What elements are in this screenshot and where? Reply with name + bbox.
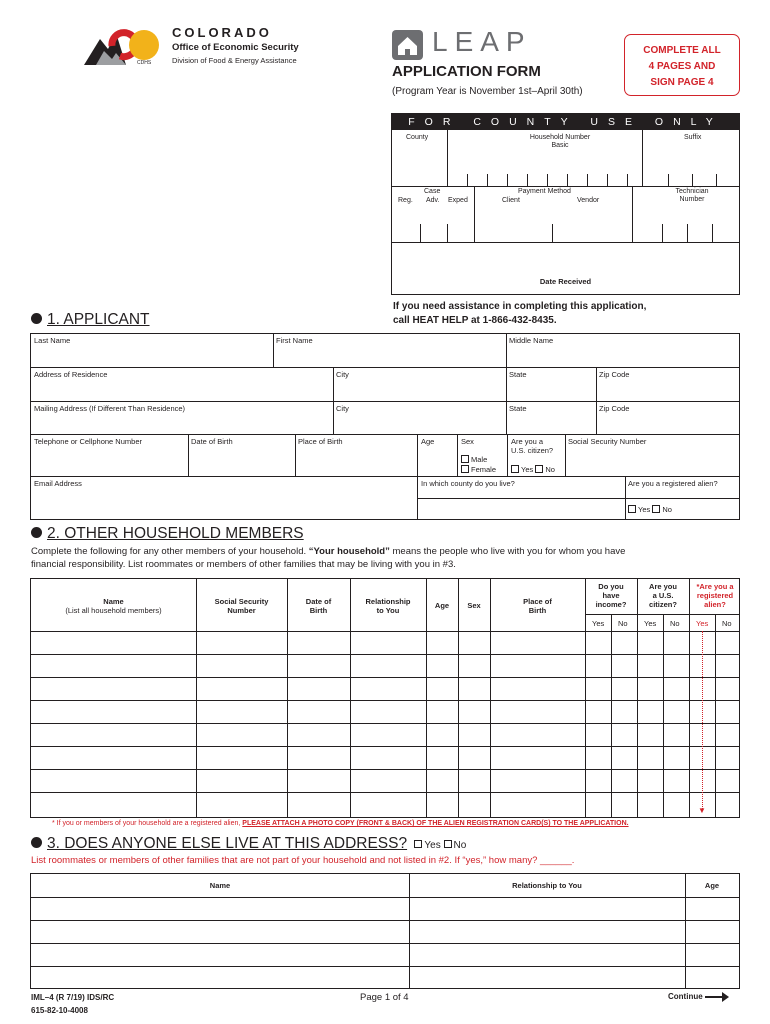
county-use-box (391, 113, 740, 295)
down-arrow-icon: ▼ (698, 806, 706, 815)
program-name: LEAP (432, 26, 532, 57)
first-name-label: First Name (276, 336, 313, 345)
citizen-no-checkbox[interactable] (535, 465, 543, 473)
suffix-label: Suffix (684, 134, 702, 141)
program-year: (Program Year is November 1st–April 30th) (392, 86, 583, 97)
section-1-heading: 1. APPLICANT (31, 312, 150, 328)
mailing-zip-label: Zip Code (599, 404, 630, 413)
org-block (172, 26, 299, 64)
others-col-relationship: Relationship to You (512, 881, 582, 890)
sex-female-option[interactable]: Female (461, 465, 496, 474)
date-received-label: Date Received (539, 277, 592, 286)
form-title: APPLICATION FORM (392, 63, 541, 80)
col-pob: Place of Birth (523, 597, 552, 615)
col-relationship: Relationship to You (365, 597, 411, 615)
others-yes-checkbox[interactable] (414, 840, 422, 848)
others-table (30, 873, 740, 989)
county-use-title: FOR COUNTY USE ONLY (392, 114, 739, 130)
reg-label: Reg. (398, 197, 413, 204)
col-income: Do you have income? (595, 582, 627, 609)
female-checkbox[interactable] (461, 465, 469, 473)
col-alien: *Are you a registered alien? (696, 582, 734, 609)
org-office: Office of Economic Security (172, 42, 299, 53)
alien-no-checkbox[interactable] (652, 505, 660, 513)
citizen-question: Are you a U.S. citizen? (511, 437, 554, 455)
alien-options[interactable]: Yes No (628, 505, 672, 514)
sex-male-option[interactable]: Male (461, 455, 487, 464)
citizen-options[interactable]: Yes No (511, 465, 555, 474)
org-division: Division of Food & Energy Assistance (172, 55, 297, 65)
payment-method-label: Payment Method (518, 188, 571, 195)
mailing-state-label: State (509, 404, 527, 413)
section-3-heading: 3. DOES ANYONE ELSE LIVE AT THIS ADDRESS? Yes No (31, 836, 466, 852)
address-label: Address of Residence (34, 370, 108, 379)
phone-label: Telephone or Cellphone Number (34, 437, 142, 446)
section-2-description: Complete the following for any other members of your household. “Your household” means the people who live with you for whom you have financial responsibility. List roommates or members of other families that may be living with you in #3. (31, 546, 626, 570)
applicant-grid (30, 333, 740, 520)
last-name-label: Last Name (34, 336, 71, 345)
form-code: IML–4 (R 7/19) IDS/RC (31, 993, 115, 1002)
arrow-right-icon (705, 996, 727, 998)
form-number: 615-82-10-4008 (31, 1006, 88, 1015)
colorado-logo (82, 25, 160, 67)
house-icon (392, 30, 423, 60)
continue-link[interactable]: Continue (668, 992, 727, 1001)
alien-note: * If you or members of your household are a registered alien, PLEASE ATTACH A PHOTO COPY (FRONT & BACK) OF THE ALIEN REGISTRATION CARD(S) TO THE APPLICATION. (52, 820, 629, 827)
male-checkbox[interactable] (461, 455, 469, 463)
client-label: Client (502, 197, 520, 204)
email-label: Email Address (34, 479, 82, 488)
income-no: No (618, 619, 628, 628)
case-label: Case (424, 188, 441, 195)
county-label: County (406, 134, 429, 141)
adv-label: Adv. (426, 197, 440, 204)
alien-question: Are you a registered alien? (628, 479, 718, 488)
state-label: State (509, 370, 527, 379)
col-name: Name (List all household members) (65, 597, 162, 615)
logo-badge-text: CDHS (137, 60, 152, 66)
citizen-yes-checkbox[interactable] (511, 465, 519, 473)
dob-label: Date of Birth (191, 437, 233, 446)
alien-no: No (722, 619, 732, 628)
age-label: Age (421, 437, 435, 446)
others-col-age: Age (704, 881, 720, 890)
household-number-label: Household Number Basic (529, 134, 591, 150)
income-yes: Yes (592, 619, 605, 628)
middle-name-label: Middle Name (509, 336, 554, 345)
exped-label: Exped (448, 197, 468, 204)
section-3-description: List roommates or members of other families that are not part of your household and not listed in #2. If “yes,” how many? ______. (31, 855, 575, 866)
col-age: Age (434, 601, 450, 610)
city-label: City (336, 370, 349, 379)
mailing-city-label: City (336, 404, 349, 413)
col-sex: Sex (467, 601, 481, 610)
col-ssn: Social Security Number (214, 597, 269, 615)
complete-notice-line: COMPLETE ALL (643, 45, 721, 56)
technician-label: Technician Number (675, 188, 709, 204)
alien-yes: Yes (696, 619, 709, 628)
alien-yes-checkbox[interactable] (628, 505, 636, 513)
page-number: Page 1 of 4 (360, 992, 409, 1003)
complete-notice-line: 4 PAGES AND (648, 61, 716, 72)
others-col-name: Name (209, 881, 231, 890)
col-dob: Date of Birth (305, 597, 332, 615)
ssn-label: Social Security Number (568, 437, 647, 446)
col-citizen: Are you a U.S. citizen? (649, 582, 677, 609)
sex-label: Sex (461, 437, 474, 446)
org-name: COLORADO (172, 25, 272, 40)
citizen-yes: Yes (644, 619, 657, 628)
county-question: In which county do you live? (421, 479, 515, 488)
citizen-no: No (670, 619, 680, 628)
section-2-heading: 2. OTHER HOUSEHOLD MEMBERS (31, 526, 304, 542)
vendor-label: Vendor (577, 197, 600, 204)
assistance-note: If you need assistance in completing this application, call HEAT HELP at 1-866-432-8435. (393, 301, 647, 326)
others-options[interactable]: Yes No (414, 840, 466, 851)
others-no-checkbox[interactable] (444, 840, 452, 848)
complete-notice-line: SIGN PAGE 4 (650, 77, 714, 88)
mailing-address-label: Mailing Address (If Different Than Residence) (34, 404, 186, 413)
complete-notice (624, 34, 740, 96)
household-table (30, 578, 740, 818)
zip-label: Zip Code (599, 370, 630, 379)
pob-label: Place of Birth (298, 437, 343, 446)
